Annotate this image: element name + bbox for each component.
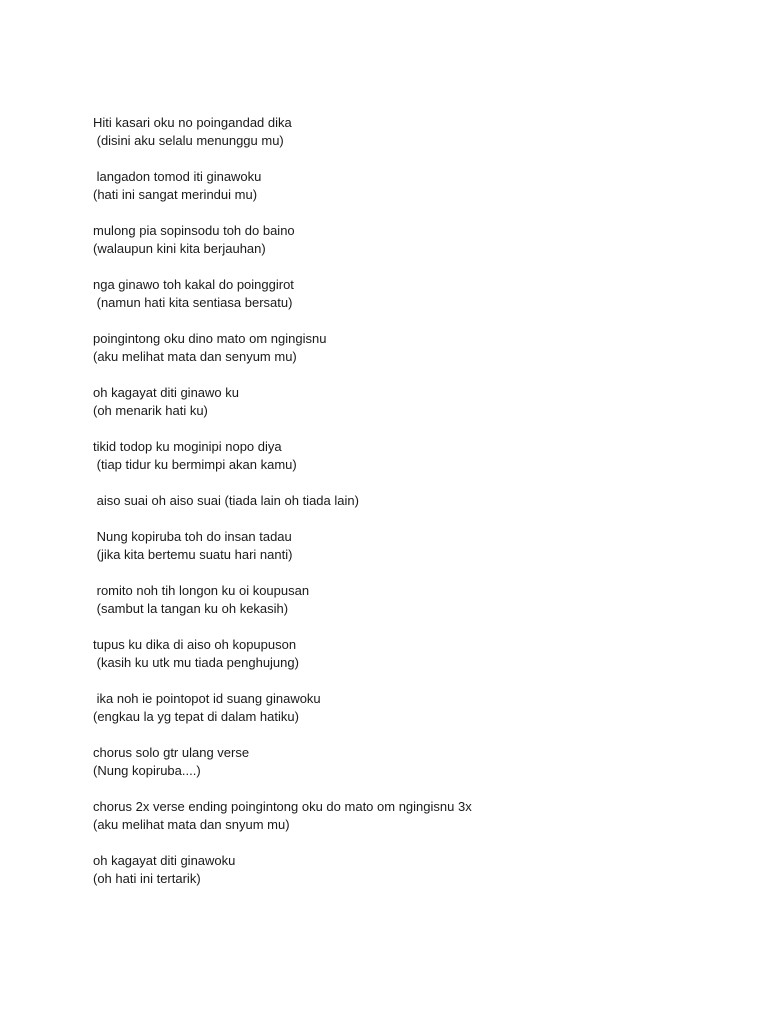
lyric-line: mulong pia sopinsodu toh do baino [93, 223, 295, 238]
lyric-line: aiso suai oh aiso suai (tiada lain oh tiada lain) [93, 493, 359, 508]
lyric-line: poingintong oku dino mato om ngingisnu [93, 331, 327, 346]
translation-line: (sambut la tangan ku oh kekasih) [93, 601, 289, 616]
stanza [93, 276, 733, 312]
stanza [93, 798, 733, 834]
stanza [93, 690, 733, 726]
lyric-line: oh kagayat diti ginawoku [93, 853, 236, 868]
lyric-line: tupus ku dika di aiso oh kopupuson [93, 637, 297, 652]
stanza [93, 168, 733, 204]
stanza [93, 114, 733, 150]
lyrics-text [93, 114, 733, 906]
stanza [93, 528, 733, 564]
stanza [93, 492, 733, 510]
translation-line: (engkau la yg tepat di dalam hatiku) [93, 709, 299, 724]
stanza [93, 852, 733, 888]
translation-line: (aku melihat mata dan senyum mu) [93, 349, 297, 364]
translation-line: (disini aku selalu menunggu mu) [93, 133, 284, 148]
lyric-line: chorus 2x verse ending poingintong oku do mato om ngingisnu 3x [93, 799, 472, 814]
stanza [93, 636, 733, 672]
lyric-line: Nung kopiruba toh do insan tadau [93, 529, 292, 544]
stanza [93, 384, 733, 420]
stanza [93, 744, 733, 780]
lyric-line: nga ginawo toh kakal do poinggirot [93, 277, 294, 292]
stanza [93, 582, 733, 618]
translation-line: (Nung kopiruba....) [93, 763, 201, 778]
lyric-line: tikid todop ku moginipi nopo diya [93, 439, 282, 454]
lyric-line: langadon tomod iti ginawoku [93, 169, 262, 184]
translation-line: (namun hati kita sentiasa bersatu) [93, 295, 293, 310]
translation-line: (jika kita bertemu suatu hari nanti) [93, 547, 293, 562]
stanza [93, 438, 733, 474]
lyric-line: chorus solo gtr ulang verse [93, 745, 250, 760]
translation-line: (kasih ku utk mu tiada penghujung) [93, 655, 299, 670]
translation-line: (oh hati ini tertarik) [93, 871, 201, 886]
lyric-line: ika noh ie pointopot id suang ginawoku [93, 691, 321, 706]
translation-line: (aku melihat mata dan snyum mu) [93, 817, 290, 832]
stanza [93, 222, 733, 258]
translation-line: (walaupun kini kita berjauhan) [93, 241, 266, 256]
translation-line: (tiap tidur ku bermimpi akan kamu) [93, 457, 297, 472]
translation-line: (oh menarik hati ku) [93, 403, 208, 418]
lyric-line: Hiti kasari oku no poingandad dika [93, 115, 292, 130]
lyric-line: oh kagayat diti ginawo ku [93, 385, 239, 400]
stanza [93, 330, 733, 366]
lyric-line: romito noh tih longon ku oi koupusan [93, 583, 310, 598]
translation-line: (hati ini sangat merindui mu) [93, 187, 258, 202]
